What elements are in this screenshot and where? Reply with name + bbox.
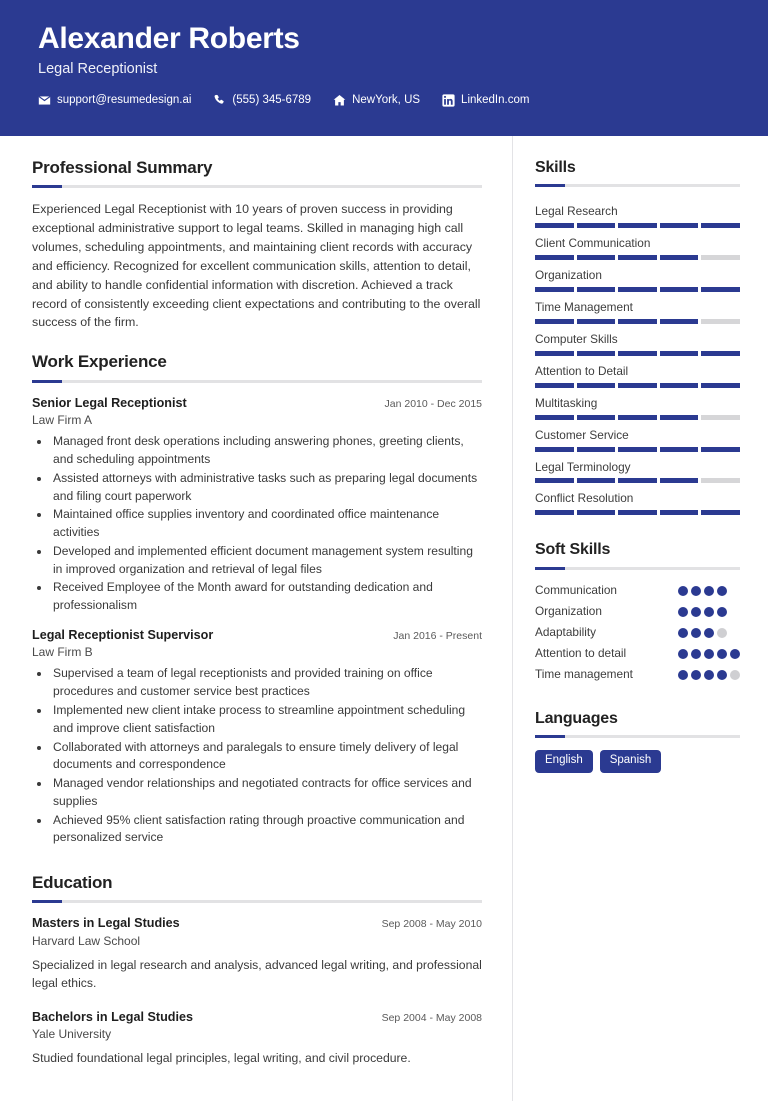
experience-bullet: • Assisted attorneys with administrative tasks such as preparing legal documents and filing court paperwork [51, 470, 482, 506]
education-entry [32, 915, 482, 992]
contact-row [38, 94, 730, 107]
skill-bar-segment [701, 351, 740, 356]
skill-bar-segment [701, 319, 740, 324]
soft-skill-label: Adaptability [535, 624, 596, 639]
skill-bar-segment [577, 319, 616, 324]
skill-bar-segment [535, 255, 574, 260]
education-degree: Bachelors in Legal Studies [32, 1009, 193, 1024]
rating-dot [717, 649, 727, 659]
home-icon [333, 94, 346, 107]
experience-organization: Law Firm B [32, 645, 93, 660]
section-title-summary: Professional Summary [32, 158, 213, 177]
rating-dot [717, 586, 727, 596]
experience-entry [32, 627, 482, 847]
skill-bar-segment [618, 478, 657, 483]
skill-bar-segment [577, 255, 616, 260]
skill-bar-segment [535, 478, 574, 483]
candidate-job-title: Legal Receptionist [38, 60, 158, 77]
skill-label: Legal Terminology [535, 459, 631, 474]
skill-bar-segment [577, 447, 616, 452]
section-title-education: Education [32, 873, 113, 893]
skill-bar-segment [660, 510, 699, 515]
phone-icon [213, 94, 226, 107]
skill-bar-segment [701, 478, 740, 483]
skill-level-bar [535, 319, 740, 324]
skill-bar-segment [618, 351, 657, 356]
skill-bar-segment [577, 287, 616, 292]
experience-bullets [32, 665, 482, 847]
skill-bar-segment [618, 510, 657, 515]
skill-bar-segment [660, 223, 699, 228]
experience-bullet: • Implemented new client intake process to streamline appointment scheduling and improve client satisfaction [51, 702, 482, 738]
skill-bar-segment [660, 447, 699, 452]
contact-linkedin-text: LinkedIn.com [461, 93, 530, 106]
education-entry-head [32, 1009, 482, 1025]
languages-list [535, 750, 740, 773]
skill-bar-segment [535, 415, 574, 420]
section-soft-skills [535, 540, 740, 683]
skill-bar-segment [660, 415, 699, 420]
experience-entry-head [32, 395, 482, 411]
rating-dot [704, 628, 714, 638]
spacer [535, 687, 740, 709]
rating-dot [691, 670, 701, 680]
skill-label: Legal Research [535, 204, 618, 219]
contact-linkedin[interactable] [442, 94, 529, 107]
left-column [0, 136, 512, 1101]
skill-bar-segment [701, 287, 740, 292]
rating-dot [691, 586, 701, 596]
rating-dot [704, 607, 714, 617]
skill-bar-segment [701, 447, 740, 452]
skill-label: Attention to Detail [535, 363, 629, 378]
rating-dot [730, 670, 740, 680]
soft-skill-label: Attention to detail [535, 645, 627, 660]
skill-level-bar [535, 447, 740, 452]
skill-bar-segment [660, 319, 699, 324]
skill-label: Computer Skills [535, 331, 618, 346]
soft-skill-row [535, 603, 740, 620]
education-degree: Masters in Legal Studies [32, 916, 180, 931]
education-entry [32, 1009, 482, 1068]
experience-entry [32, 395, 482, 615]
experience-bullet: • Achieved 95% client satisfaction rating through proactive communication and personalized service [51, 812, 482, 848]
skill-item [535, 391, 740, 420]
skills-list [535, 199, 740, 515]
skill-bar-segment [701, 383, 740, 388]
rating-dot [730, 649, 740, 659]
section-rule [535, 567, 740, 570]
skill-item [535, 199, 740, 228]
skill-bar-segment [618, 223, 657, 228]
skill-bar-segment [535, 319, 574, 324]
experience-bullet: • Received Employee of the Month award for outstanding dedication and professionalism [51, 579, 482, 615]
skill-item [535, 263, 740, 292]
skill-bar-segment [577, 351, 616, 356]
linkedin-icon [442, 94, 455, 107]
resume-body [0, 136, 768, 1101]
rating-dot [678, 670, 688, 680]
skill-bar-segment [577, 223, 616, 228]
skill-item [535, 231, 740, 260]
skill-bar-segment [535, 447, 574, 452]
skill-level-bar [535, 415, 740, 420]
skill-bar-segment [618, 287, 657, 292]
skill-label: Time Management [535, 299, 633, 314]
section-work-experience [32, 352, 482, 847]
skill-bar-segment [618, 319, 657, 324]
envelope-icon [38, 94, 51, 107]
experience-bullet: • Managed front desk operations including answering phones, greeting clients, and scheduling appointments [51, 433, 482, 469]
section-rule [32, 380, 482, 383]
experience-bullet: • Developed and implemented efficient document management system resulting in improved organization and retrieval of legal files [51, 543, 482, 579]
experience-bullet: • Managed vendor relationships and negotiated contracts for office services and supplies [51, 775, 482, 811]
soft-skill-rating [678, 645, 740, 659]
skill-bar-segment [535, 383, 574, 388]
skill-bar-segment [701, 223, 740, 228]
education-school: Yale University [32, 1026, 112, 1041]
experience-role: Senior Legal Receptionist [32, 395, 187, 410]
section-professional-summary [32, 158, 482, 332]
rating-dot [717, 670, 727, 680]
skill-label: Multitasking [535, 395, 598, 410]
soft-skills-list [535, 582, 740, 683]
right-column [513, 136, 768, 1101]
skill-bar-segment [660, 255, 699, 260]
rating-dot [717, 607, 727, 617]
contact-phone[interactable] [213, 94, 311, 107]
skill-bar-segment [535, 510, 574, 515]
contact-email-text: support@resumedesign.ai [57, 93, 192, 106]
skill-bar-segment [535, 351, 574, 356]
soft-skill-rating [678, 603, 740, 617]
skill-bar-segment [535, 223, 574, 228]
rating-dot [678, 628, 688, 638]
skill-item [535, 359, 740, 388]
skill-bar-segment [701, 255, 740, 260]
rating-dot [678, 649, 688, 659]
contact-location-text: NewYork, US [352, 93, 421, 106]
skill-item [535, 327, 740, 356]
spacer [32, 859, 482, 873]
skill-level-bar [535, 223, 740, 228]
section-education [32, 873, 482, 1067]
contact-email[interactable] [38, 94, 191, 107]
skill-bar-segment [660, 383, 699, 388]
experience-entry-head [32, 627, 482, 643]
section-languages [535, 709, 740, 773]
section-title-skills: Skills [535, 159, 576, 176]
skill-label: Customer Service [535, 427, 629, 442]
skill-level-bar [535, 383, 740, 388]
rating-dot [704, 586, 714, 596]
skill-item [535, 295, 740, 324]
soft-skill-row [535, 645, 740, 662]
skill-bar-segment [618, 255, 657, 260]
section-title-experience: Work Experience [32, 352, 167, 372]
education-description: Specialized in legal research and analysis, advanced legal writing, and professional legal ethics. [32, 958, 482, 991]
rating-dot [691, 628, 701, 638]
rating-dot [691, 607, 701, 617]
skill-bar-segment [577, 415, 616, 420]
experience-bullet: • Collaborated with attorneys and paralegals to ensure timely delivery of legal documents and correspondence [51, 739, 482, 775]
skill-bar-segment [701, 510, 740, 515]
summary-text: Experienced Legal Receptionist with 10 years of proven success in providing exceptional administrative support to legal teams. Skilled in managing high call volumes, scheduling appointments, and maintaining client records with accuracy and efficiency. Recognized for excellent communication skills, attention to detail, and ability to handle confidential information with discretion. Achieved a track record of consistently exceeding client expectations and contributing to the overall success of the firm. [32, 202, 481, 330]
skill-item [535, 486, 740, 515]
skill-label: Client Communication [535, 236, 651, 251]
skill-bar-segment [577, 478, 616, 483]
contact-location[interactable] [333, 94, 420, 107]
section-rule [535, 735, 740, 738]
experience-organization: Law Firm A [32, 413, 93, 428]
experience-dates: Jan 2016 - Present [393, 629, 482, 642]
skill-item [535, 455, 740, 484]
education-description: Studied foundational legal principles, legal writing, and civil procedure. [32, 1051, 411, 1066]
soft-skill-label: Communication [535, 582, 617, 597]
experience-dates: Jan 2010 - Dec 2015 [384, 397, 482, 410]
language-chip[interactable]: English [535, 750, 593, 773]
soft-skill-rating [678, 666, 740, 680]
education-school: Harvard Law School [32, 933, 141, 948]
soft-skill-row [535, 624, 740, 641]
soft-skill-row [535, 666, 740, 683]
skill-bar-segment [660, 351, 699, 356]
skill-bar-segment [618, 447, 657, 452]
resume-header [0, 0, 768, 136]
language-chip[interactable]: Spanish [600, 750, 662, 773]
contact-phone-text: (555) 345-6789 [232, 93, 312, 106]
rating-dot [717, 628, 727, 638]
section-skills [535, 158, 740, 515]
education-entry-head [32, 915, 482, 931]
skill-bar-segment [618, 383, 657, 388]
candidate-name: Alexander Roberts [38, 22, 300, 55]
rating-dot [678, 586, 688, 596]
skill-bar-segment [660, 478, 699, 483]
skill-level-bar [535, 478, 740, 483]
skill-bar-segment [577, 383, 616, 388]
experience-bullet: • Maintained office supplies inventory and coordinated office maintenance activities [51, 506, 482, 542]
section-title-soft-skills: Soft Skills [535, 541, 611, 559]
rating-dot [704, 670, 714, 680]
soft-skill-rating [678, 582, 740, 596]
skill-label: Organization [535, 268, 602, 283]
rating-dot [704, 649, 714, 659]
skill-bar-segment [618, 415, 657, 420]
skill-level-bar [535, 287, 740, 292]
experience-bullets [32, 433, 482, 615]
spacer [535, 518, 740, 540]
section-rule [32, 900, 482, 903]
skill-bar-segment [535, 287, 574, 292]
skill-level-bar [535, 351, 740, 356]
skill-level-bar [535, 510, 740, 515]
soft-skill-label: Time management [535, 666, 633, 681]
section-rule [535, 184, 740, 187]
experience-role: Legal Receptionist Supervisor [32, 627, 214, 642]
education-dates: Sep 2004 - May 2008 [381, 1011, 482, 1024]
section-rule [32, 185, 482, 188]
rating-dot [691, 649, 701, 659]
skill-label: Conflict Resolution [535, 491, 634, 506]
skill-bar-segment [660, 287, 699, 292]
education-dates: Sep 2008 - May 2010 [381, 918, 482, 931]
soft-skill-rating [678, 624, 740, 638]
soft-skill-row [535, 582, 740, 599]
experience-bullet: • Supervised a team of legal receptionists and provided training on office procedures and customer service best practices [51, 665, 482, 701]
skill-bar-segment [577, 510, 616, 515]
skill-item [535, 423, 740, 452]
skill-level-bar [535, 255, 740, 260]
section-title-languages: Languages [535, 710, 618, 728]
rating-dot [678, 607, 688, 617]
skill-bar-segment [701, 415, 740, 420]
soft-skill-label: Organization [535, 603, 602, 618]
